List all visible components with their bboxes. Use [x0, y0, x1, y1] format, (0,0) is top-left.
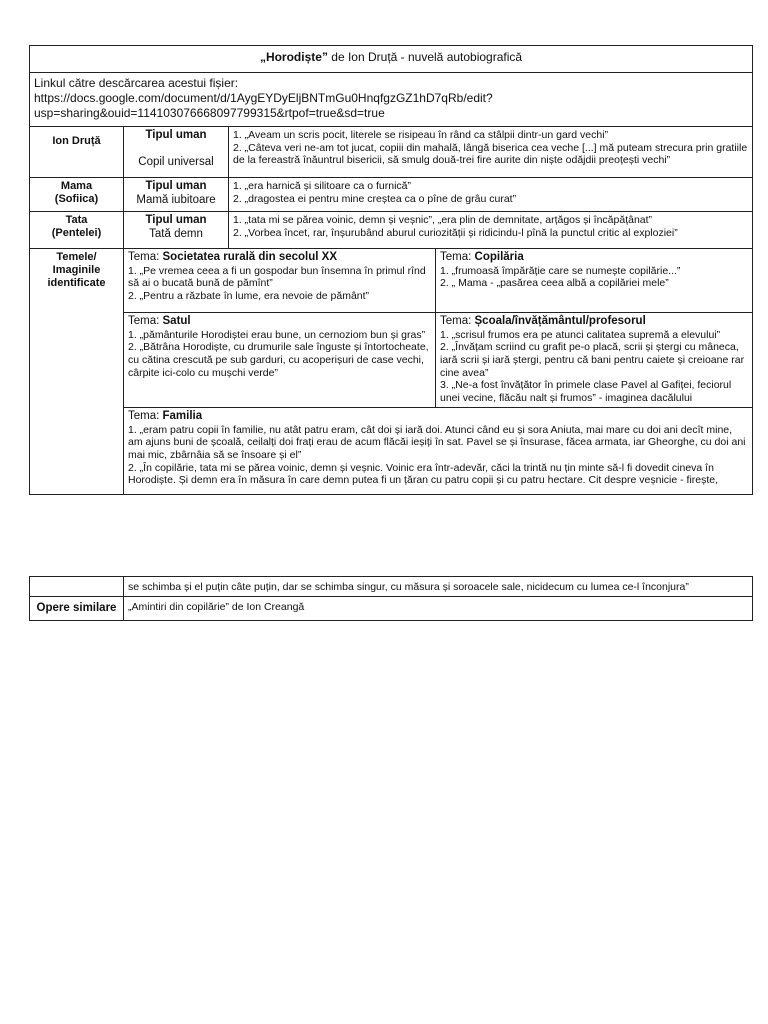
theme-societatea	[124, 249, 436, 313]
character-name-line: Tata	[65, 214, 88, 226]
quote: 2. „Pentru a răzbate în lume, era nevoie de pământ”	[128, 289, 370, 302]
quote: 1. „Pe vremea ceea a fi un gospodar bun însemna în primul rînd să ai o bucată bună de pămînt”	[128, 264, 426, 290]
theme-familia	[124, 408, 753, 495]
quote: 2. „ Mama - „pasărea ceea albă a copilăriei mele”	[440, 277, 669, 290]
quote: 2. „Vorbea încet, rar, înșurubând aburul curiozității și ridicindu-l pînă la punctul critic al exploziei”	[233, 226, 678, 239]
theme-title: Tema: Copilăria	[440, 251, 524, 263]
theme-scoala	[436, 313, 753, 408]
table-row	[30, 127, 753, 178]
download-link-params[interactable]: usp=sharing&ouid=114103076668097799315&rtpof=true&sd=true	[34, 106, 385, 120]
table-row	[30, 577, 753, 597]
character-type-cell	[124, 212, 229, 249]
character-analysis-table	[29, 45, 753, 495]
table-row	[30, 597, 753, 621]
character-quotes	[229, 127, 753, 178]
character-name-line: Mama	[60, 180, 93, 192]
table-row	[30, 408, 753, 495]
type-label: Tipul uman	[145, 180, 207, 192]
continuation-text: se schimba și el puțin câte puțin, dar se schimba singur, cu măsura și soroacele sale, nicidecum cu lumea ce-l înconjura”	[124, 577, 753, 597]
themes-label-line: Temele/	[56, 251, 97, 263]
quote: 2. „dragostea ei pentru mine creștea ca o pîne de grâu curat”	[233, 192, 517, 205]
quote: 1. „tata mi se părea voinic, demn și veșnic”, „era plin de demnitate, arțăgos și încăpățânat”	[233, 214, 653, 226]
character-quotes	[229, 178, 753, 212]
quote: 1. „Aveam un scris pocit, literele se risipeau în rând ca stâlpii dintr-un gard vechi”	[233, 129, 609, 141]
character-name	[30, 178, 124, 212]
table-row	[30, 249, 753, 313]
theme-title: Tema: Școala/învățământul/profesorul	[440, 315, 646, 327]
theme-title: Tema: Societatea rurală din secolul XX	[128, 251, 337, 263]
theme-copilaria	[436, 249, 753, 313]
quote: 3. „Ne-a fost învățător în primele clase Pavel al Gafiței, feciorul unei vecine, flăcău nalt și frumos” - imaginea dacălului	[440, 379, 732, 404]
type-value: Mamă iubitoare	[136, 193, 216, 206]
theme-title: Tema: Satul	[128, 315, 191, 327]
table-title	[30, 46, 753, 73]
quote: 1. „era harnică și silitoare ca o furnică”	[233, 180, 411, 192]
theme-satul	[124, 313, 436, 408]
type-value: Tată demn	[149, 227, 203, 240]
character-name-line: (Sofiica)	[54, 193, 99, 206]
themes-label-line: identificate	[47, 277, 106, 290]
quote: 1. „pământurile Horodiștei erau bune, un cernoziom bun și gras”	[128, 328, 426, 341]
character-type-cell	[124, 178, 229, 212]
link-label: Linkul către descărcarea acestui fișier:	[34, 76, 239, 90]
character-type-cell	[124, 127, 229, 178]
quote: 2. „În copilărie, tata mi se părea voinic, demn și veșnic. Voinic era într-adevăr, căci la trintă nu țin minte să-l fi dovedit cineva în Horodiște. Și demn era în măsura în care demn putea fi un țăran cu patru copii și cu patru hectare. Cit despre veșnicie - firește,	[128, 461, 719, 487]
character-name	[30, 212, 124, 249]
empty-cell	[30, 577, 124, 597]
type-label: Tipul uman	[145, 129, 207, 141]
download-link-cell	[30, 73, 753, 127]
themes-label	[30, 249, 124, 495]
character-name: Ion Druță	[30, 127, 124, 178]
character-name-line: (Pentelei)	[51, 227, 102, 240]
table-row	[30, 313, 753, 408]
similar-works-label: Opere similare	[30, 597, 124, 621]
theme-title: Tema: Familia	[128, 410, 203, 422]
continuation-table	[29, 576, 753, 621]
table-row	[30, 212, 753, 249]
themes-label-line: Imaginile	[52, 264, 101, 277]
quote: 2. „Câteva veri ne-am tot jucat, copiii din mahală, lângă biserica cea veche [...] mă puteam strecura prin gratiile de la fereastră înăuntrul bisericii, să smulg două-trei fire aurite din niște odăjdii preoțești vechi”	[233, 141, 748, 167]
download-link[interactable]: https://docs.google.com/document/d/1AygEYDyEljBNTmGu0HnqfgzGZ1hD7qRb/edit?	[34, 91, 493, 105]
type-value: Copil universal	[138, 155, 214, 168]
quote: 1. „scrisul frumos era pe atunci calitatea supremă a elevului”	[440, 328, 721, 341]
quote: 2. „Învățam scriind cu grafit pe-o placă, scrii și ștergi cu mâneca, iară scrii și iară ștergi, pentru că bani pentru caiete și creioane rar cine avea”	[440, 341, 745, 379]
type-label: Tipul uman	[145, 214, 207, 226]
quote: 1. „eram patru copii în familie, nu atât patru eram, cât doi și iară doi. Atunci când eu și sora Aniuta, mai mare cu doi ani decît mine, am ajuns buni de școală, ceilalți doi frați erau de acum flăcăi ieșiți în sat. Pavel se și însurase, făcea armata, iar Gheorghe, cu doi ani mai mic, zbârnâia să se însoare și el”	[128, 423, 746, 461]
character-quotes	[229, 212, 753, 249]
quote: 2. „Bătrâna Horodiște, cu drumurile sale înguste și întortocheate, cu cătina crescută pe sub garduri, cu acoperișuri de case vechi, cârpite ici-colo cu mușchi verde”	[128, 341, 429, 379]
work-title: „Horodiște”	[259, 50, 328, 64]
quote: 1. „frumoasă împărăție care se numește copilărie...”	[440, 264, 681, 277]
work-subtitle: de Ion Druță - nuvelă autobiografică	[327, 50, 523, 64]
table-row	[30, 178, 753, 212]
similar-works-value: „Amintiri din copilărie” de Ion Creangă	[124, 597, 753, 621]
